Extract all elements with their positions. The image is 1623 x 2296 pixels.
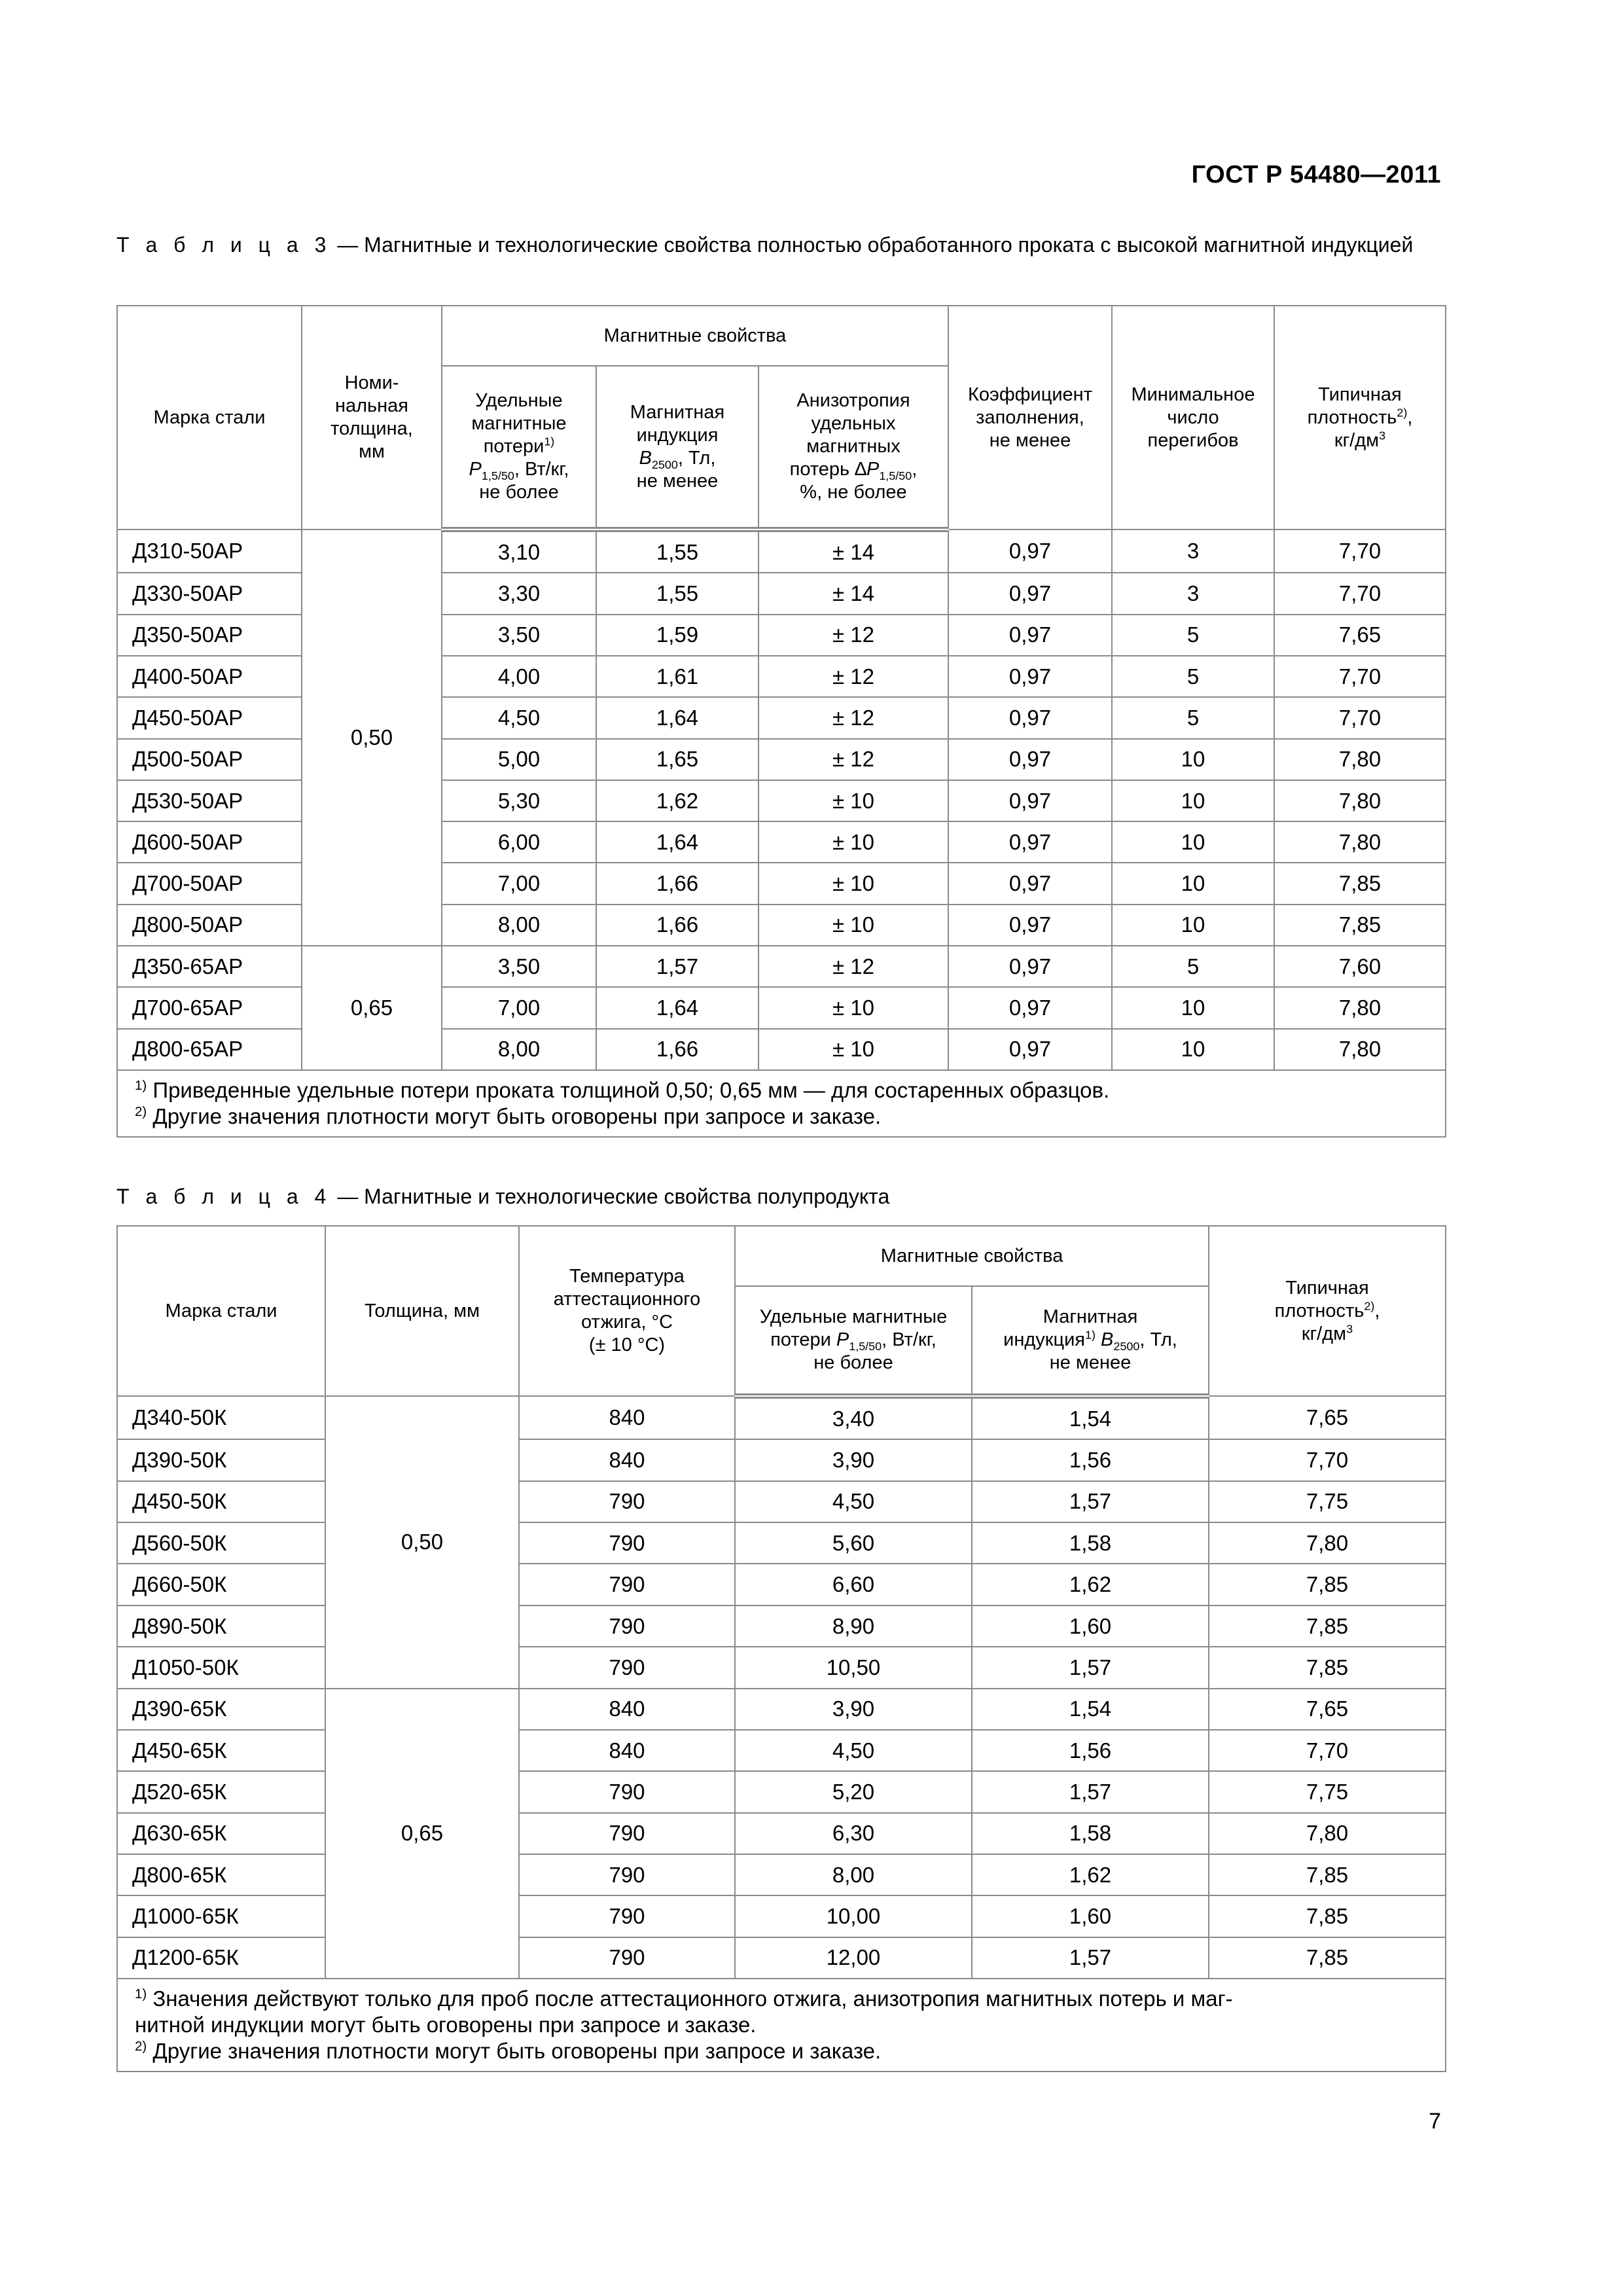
induction-cell: 1,65 bbox=[596, 739, 758, 780]
fill-cell: 0,97 bbox=[948, 780, 1112, 821]
temp-cell: 790 bbox=[519, 1854, 735, 1895]
loss-cell: 8,00 bbox=[442, 905, 596, 946]
density-cell: 7,75 bbox=[1209, 1771, 1446, 1812]
table-row bbox=[117, 1854, 1446, 1895]
induction-cell: 1,54 bbox=[972, 1689, 1209, 1730]
fill-cell: 0,97 bbox=[948, 697, 1112, 738]
bends-cell: 10 bbox=[1112, 1029, 1274, 1070]
loss-cell: 5,00 bbox=[442, 739, 596, 780]
t4-head-density: Типичная плотность$^{2)}$, $кг/дм^3$ bbox=[1209, 1226, 1446, 1396]
grade-cell: Д660-50К bbox=[117, 1564, 325, 1605]
induction-cell: 1,62 bbox=[972, 1564, 1209, 1605]
density-cell: 7,65 bbox=[1209, 1689, 1446, 1730]
induction-cell: 1,57 bbox=[596, 946, 758, 987]
t3-head-grade: Марка стали bbox=[117, 306, 302, 529]
fill-cell: 0,97 bbox=[948, 615, 1112, 656]
density-cell: 7,70 bbox=[1274, 656, 1446, 697]
temp-cell: 790 bbox=[519, 1937, 735, 1979]
bends-cell: 5 bbox=[1112, 946, 1274, 987]
bends-cell: 3 bbox=[1112, 573, 1274, 614]
temp-cell: 790 bbox=[519, 1895, 735, 1937]
density-cell: 7,70 bbox=[1274, 529, 1446, 573]
table4-body bbox=[117, 1396, 1446, 1979]
fill-cell: 0,97 bbox=[948, 656, 1112, 697]
footnote bbox=[135, 1986, 1433, 2012]
loss-cell: 3,90 bbox=[735, 1439, 972, 1480]
temp-cell: 790 bbox=[519, 1647, 735, 1688]
density-cell: 7,70 bbox=[1209, 1439, 1446, 1480]
grade-cell: Д340-50К bbox=[117, 1396, 325, 1439]
density-cell: 7,85 bbox=[1274, 863, 1446, 904]
anisotropy-cell: ± 12 bbox=[758, 697, 948, 738]
anisotropy-cell: ± 12 bbox=[758, 946, 948, 987]
table3-title: — Магнитные и технологические свойства полностью обработанного проката с высокой магнитной индукцией bbox=[337, 233, 1414, 257]
loss-cell: 5,30 bbox=[442, 780, 596, 821]
footnote-text: Другие значения плотности могут быть оговорены при запросе и заказе. bbox=[147, 1104, 882, 1128]
bends-cell: 10 bbox=[1112, 821, 1274, 863]
anisotropy-cell: ± 12 bbox=[758, 615, 948, 656]
density-cell: 7,80 bbox=[1274, 987, 1446, 1028]
grade-cell: Д600-50АР bbox=[117, 821, 302, 863]
table4-label: Т а б л и ц а 4 bbox=[116, 1185, 332, 1208]
density-cell: 7,85 bbox=[1274, 905, 1446, 946]
bends-cell: 10 bbox=[1112, 863, 1274, 904]
density-cell: 7,85 bbox=[1209, 1564, 1446, 1605]
grade-cell: Д560-50К bbox=[117, 1522, 325, 1564]
density-cell: 7,60 bbox=[1274, 946, 1446, 987]
bends-cell: 5 bbox=[1112, 656, 1274, 697]
loss-cell: 3,90 bbox=[735, 1689, 972, 1730]
loss-cell: 6,00 bbox=[442, 821, 596, 863]
induction-cell: 1,60 bbox=[972, 1605, 1209, 1647]
anisotropy-cell: ± 14 bbox=[758, 573, 948, 614]
density-cell: 7,85 bbox=[1209, 1895, 1446, 1937]
grade-cell: Д800-65К bbox=[117, 1854, 325, 1895]
loss-cell: 6,30 bbox=[735, 1813, 972, 1854]
grade-cell: Д700-50АР bbox=[117, 863, 302, 904]
table3-notes bbox=[117, 1070, 1446, 1137]
induction-cell: 1,59 bbox=[596, 615, 758, 656]
loss-cell: 8,90 bbox=[735, 1605, 972, 1647]
induction-cell: 1,56 bbox=[972, 1439, 1209, 1480]
density-cell: 7,80 bbox=[1274, 821, 1446, 863]
t4-head-grade: Марка стали bbox=[117, 1226, 325, 1396]
t3-head-magnetic: Магнитные свойства bbox=[442, 306, 948, 366]
induction-cell: 1,54 bbox=[972, 1396, 1209, 1439]
table3-label: Т а б л и ц а 3 bbox=[116, 233, 332, 257]
grade-cell: Д530-50АР bbox=[117, 780, 302, 821]
temp-cell: 840 bbox=[519, 1689, 735, 1730]
anisotropy-cell: ± 10 bbox=[758, 780, 948, 821]
t3-head-induction: Магнитная индукция $B_{2500}$, Тл, не менее bbox=[596, 366, 758, 529]
induction-cell: 1,64 bbox=[596, 821, 758, 863]
density-cell: 7,85 bbox=[1209, 1937, 1446, 1979]
loss-cell: 3,10 bbox=[442, 529, 596, 573]
density-cell: 7,80 bbox=[1209, 1522, 1446, 1564]
fill-cell: 0,97 bbox=[948, 863, 1112, 904]
loss-cell: 8,00 bbox=[442, 1029, 596, 1070]
table-row bbox=[117, 1895, 1446, 1937]
loss-cell: 5,20 bbox=[735, 1771, 972, 1812]
table4-notes bbox=[117, 1979, 1446, 2072]
fill-cell: 0,97 bbox=[948, 987, 1112, 1028]
temp-cell: 790 bbox=[519, 1481, 735, 1522]
density-cell: 7,80 bbox=[1209, 1813, 1446, 1854]
table3 bbox=[116, 305, 1446, 1138]
induction-cell: 1,57 bbox=[972, 1481, 1209, 1522]
induction-cell: 1,66 bbox=[596, 863, 758, 904]
temp-cell: 790 bbox=[519, 1771, 735, 1812]
anisotropy-cell: ± 10 bbox=[758, 905, 948, 946]
density-cell: 7,75 bbox=[1209, 1481, 1446, 1522]
density-cell: 7,70 bbox=[1209, 1730, 1446, 1771]
temp-cell: 840 bbox=[519, 1439, 735, 1480]
fill-cell: 0,97 bbox=[948, 573, 1112, 614]
fill-cell: 0,97 bbox=[948, 905, 1112, 946]
induction-cell: 1,64 bbox=[596, 697, 758, 738]
table4-header bbox=[117, 1226, 1446, 1396]
grade-cell: Д520-65К bbox=[117, 1771, 325, 1812]
grade-cell: Д450-50АР bbox=[117, 697, 302, 738]
t4-head-magnetic: Магнитные свойства bbox=[735, 1226, 1209, 1286]
grade-cell: Д1200-65К bbox=[117, 1937, 325, 1979]
induction-cell: 1,62 bbox=[972, 1854, 1209, 1895]
table4-title: — Магнитные и технологические свойства полупродукта bbox=[337, 1185, 890, 1208]
table-row bbox=[117, 1564, 1446, 1605]
loss-cell: 10,50 bbox=[735, 1647, 972, 1688]
table-row bbox=[117, 1813, 1446, 1854]
footnote bbox=[135, 2038, 1433, 2064]
induction-cell: 1,58 bbox=[972, 1522, 1209, 1564]
bends-cell: 10 bbox=[1112, 780, 1274, 821]
density-cell: 7,65 bbox=[1209, 1396, 1446, 1439]
bends-cell: 5 bbox=[1112, 615, 1274, 656]
footnote-mark: 2) bbox=[135, 2039, 147, 2054]
footnote-mark: 2) bbox=[135, 1104, 147, 1119]
induction-cell: 1,64 bbox=[596, 987, 758, 1028]
loss-cell: 7,00 bbox=[442, 987, 596, 1028]
grade-cell: Д890-50К bbox=[117, 1605, 325, 1647]
induction-cell: 1,56 bbox=[972, 1730, 1209, 1771]
fill-cell: 0,97 bbox=[948, 1029, 1112, 1070]
thickness-cell: 0,65 bbox=[302, 946, 442, 1070]
t3-head-fill: Коэффициент заполнения, не менее bbox=[948, 306, 1112, 529]
temp-cell: 790 bbox=[519, 1522, 735, 1564]
table-row bbox=[117, 1522, 1446, 1564]
density-cell: 7,70 bbox=[1274, 697, 1446, 738]
grade-cell: Д1050-50К bbox=[117, 1647, 325, 1688]
table-row bbox=[117, 1481, 1446, 1522]
temp-cell: 840 bbox=[519, 1730, 735, 1771]
loss-cell: 5,60 bbox=[735, 1522, 972, 1564]
bends-cell: 10 bbox=[1112, 987, 1274, 1028]
t3-head-density: Типичная плотность$^{2)}$, $кг/дм^3$ bbox=[1274, 306, 1446, 529]
grade-cell: Д350-50АР bbox=[117, 615, 302, 656]
loss-cell: 3,40 bbox=[735, 1396, 972, 1439]
anisotropy-cell: ± 14 bbox=[758, 529, 948, 573]
induction-cell: 1,57 bbox=[972, 1937, 1209, 1979]
density-cell: 7,85 bbox=[1209, 1854, 1446, 1895]
loss-cell: 8,00 bbox=[735, 1854, 972, 1895]
thickness-cell: 0,50 bbox=[325, 1396, 519, 1689]
grade-cell: Д400-50АР bbox=[117, 656, 302, 697]
table3-header bbox=[117, 306, 1446, 529]
loss-cell: 4,50 bbox=[735, 1481, 972, 1522]
grade-cell: Д390-50К bbox=[117, 1439, 325, 1480]
table-row bbox=[117, 946, 1446, 987]
bends-cell: 10 bbox=[1112, 739, 1274, 780]
induction-cell: 1,58 bbox=[972, 1813, 1209, 1854]
table-row bbox=[117, 1647, 1446, 1688]
table-row bbox=[117, 1771, 1446, 1812]
temp-cell: 790 bbox=[519, 1605, 735, 1647]
grade-cell: Д330-50АР bbox=[117, 573, 302, 614]
density-cell: 7,70 bbox=[1274, 573, 1446, 614]
table3-body bbox=[117, 529, 1446, 1070]
fill-cell: 0,97 bbox=[948, 739, 1112, 780]
loss-cell: 3,50 bbox=[442, 946, 596, 987]
grade-cell: Д350-65АР bbox=[117, 946, 302, 987]
loss-cell: 4,00 bbox=[442, 656, 596, 697]
density-cell: 7,85 bbox=[1209, 1647, 1446, 1688]
document-id: ГОСТ Р 54480—2011 bbox=[1191, 161, 1441, 188]
temp-cell: 840 bbox=[519, 1396, 735, 1439]
loss-cell: 12,00 bbox=[735, 1937, 972, 1979]
table-row bbox=[117, 1605, 1446, 1647]
fill-cell: 0,97 bbox=[948, 821, 1112, 863]
loss-cell: 7,00 bbox=[442, 863, 596, 904]
t3-head-thickness: Номи- нальная толщина, мм bbox=[302, 306, 442, 529]
footnote-text: Другие значения плотности могут быть оговорены при запросе и заказе. bbox=[147, 2039, 882, 2063]
t3-head-anisotropy: Анизотропия удельных магнитных потерь $\Delta P_{1,5/50}$, %, не более bbox=[758, 366, 948, 529]
t4-head-loss: Удельные магнитные потери $P_{1,5/50}$, Вт/кг, не более bbox=[735, 1286, 972, 1396]
anisotropy-cell: ± 10 bbox=[758, 863, 948, 904]
grade-cell: Д450-50К bbox=[117, 1481, 325, 1522]
grade-cell: Д700-65АР bbox=[117, 987, 302, 1028]
footnote bbox=[135, 1103, 1433, 1130]
grade-cell: Д630-65К bbox=[117, 1813, 325, 1854]
table3-notes-cell bbox=[117, 1070, 1446, 1137]
footnote-text: Значения действуют только для проб после аттестационного отжига, анизотропия магнитных потерь и маг- bbox=[147, 1986, 1233, 2011]
induction-cell: 1,62 bbox=[596, 780, 758, 821]
table-row bbox=[117, 1439, 1446, 1480]
anisotropy-cell: ± 10 bbox=[758, 821, 948, 863]
induction-cell: 1,66 bbox=[596, 1029, 758, 1070]
loss-cell: 3,50 bbox=[442, 615, 596, 656]
anisotropy-cell: ± 10 bbox=[758, 1029, 948, 1070]
induction-cell: 1,55 bbox=[596, 573, 758, 614]
temp-cell: 790 bbox=[519, 1564, 735, 1605]
anisotropy-cell: ± 10 bbox=[758, 987, 948, 1028]
table4-caption bbox=[116, 1183, 1442, 1210]
footnote-mark: 1) bbox=[135, 1986, 147, 2001]
loss-cell: 10,00 bbox=[735, 1895, 972, 1937]
footnote bbox=[135, 2012, 1433, 2038]
loss-cell: 6,60 bbox=[735, 1564, 972, 1605]
table-row bbox=[117, 1689, 1446, 1730]
t4-head-thickness: Толщина, мм bbox=[325, 1226, 519, 1396]
loss-cell: 4,50 bbox=[442, 697, 596, 738]
thickness-cell: 0,50 bbox=[302, 529, 442, 946]
grade-cell: Д500-50АР bbox=[117, 739, 302, 780]
grade-cell: Д450-65К bbox=[117, 1730, 325, 1771]
t3-head-loss: Удельные магнитные потери$^{1)}$ $P_{1,5/50}$, Вт/кг, не более bbox=[442, 366, 596, 529]
density-cell: 7,80 bbox=[1274, 739, 1446, 780]
fill-cell: 0,97 bbox=[948, 946, 1112, 987]
table-row bbox=[117, 1937, 1446, 1979]
table-row bbox=[117, 529, 1446, 573]
induction-cell: 1,55 bbox=[596, 529, 758, 573]
grade-cell: Д800-65АР bbox=[117, 1029, 302, 1070]
thickness-cell: 0,65 bbox=[325, 1689, 519, 1979]
footnote-mark: 1) bbox=[135, 1078, 147, 1093]
table4 bbox=[116, 1225, 1446, 2072]
induction-cell: 1,61 bbox=[596, 656, 758, 697]
grade-cell: Д800-50АР bbox=[117, 905, 302, 946]
t3-head-bends: Минимальное число перегибов bbox=[1112, 306, 1274, 529]
fill-cell: 0,97 bbox=[948, 529, 1112, 573]
loss-cell: 4,50 bbox=[735, 1730, 972, 1771]
density-cell: 7,80 bbox=[1274, 780, 1446, 821]
footnote-text: Приведенные удельные потери проката толщиной 0,50; 0,65 мм — для состаренных образцов. bbox=[147, 1078, 1110, 1102]
grade-cell: Д310-50АР bbox=[117, 529, 302, 573]
induction-cell: 1,57 bbox=[972, 1771, 1209, 1812]
table-row bbox=[117, 1730, 1446, 1771]
footnote bbox=[135, 1077, 1433, 1103]
induction-cell: 1,66 bbox=[596, 905, 758, 946]
induction-cell: 1,60 bbox=[972, 1895, 1209, 1937]
bends-cell: 5 bbox=[1112, 697, 1274, 738]
footnote-text: нитной индукции могут быть оговорены при запросе и заказе. bbox=[135, 2013, 757, 2037]
grade-cell: Д390-65К bbox=[117, 1689, 325, 1730]
loss-cell: 3,30 bbox=[442, 573, 596, 614]
density-cell: 7,80 bbox=[1274, 1029, 1446, 1070]
density-cell: 7,85 bbox=[1209, 1605, 1446, 1647]
anisotropy-cell: ± 12 bbox=[758, 656, 948, 697]
table4-notes-cell bbox=[117, 1979, 1446, 2072]
density-cell: 7,65 bbox=[1274, 615, 1446, 656]
induction-cell: 1,57 bbox=[972, 1647, 1209, 1688]
page-number: 7 bbox=[1429, 2109, 1441, 2134]
bends-cell: 3 bbox=[1112, 529, 1274, 573]
grade-cell: Д1000-65К bbox=[117, 1895, 325, 1937]
temp-cell: 790 bbox=[519, 1813, 735, 1854]
table3-caption bbox=[116, 232, 1442, 258]
bends-cell: 10 bbox=[1112, 905, 1274, 946]
t4-head-temperature: Температура аттестационного отжига, °С (± 10 °С) bbox=[519, 1226, 735, 1396]
t4-head-induction: Магнитная индукция$^{1)}$ $B_{2500}$, Тл, не менее bbox=[972, 1286, 1209, 1396]
table-row bbox=[117, 1396, 1446, 1439]
anisotropy-cell: ± 12 bbox=[758, 739, 948, 780]
